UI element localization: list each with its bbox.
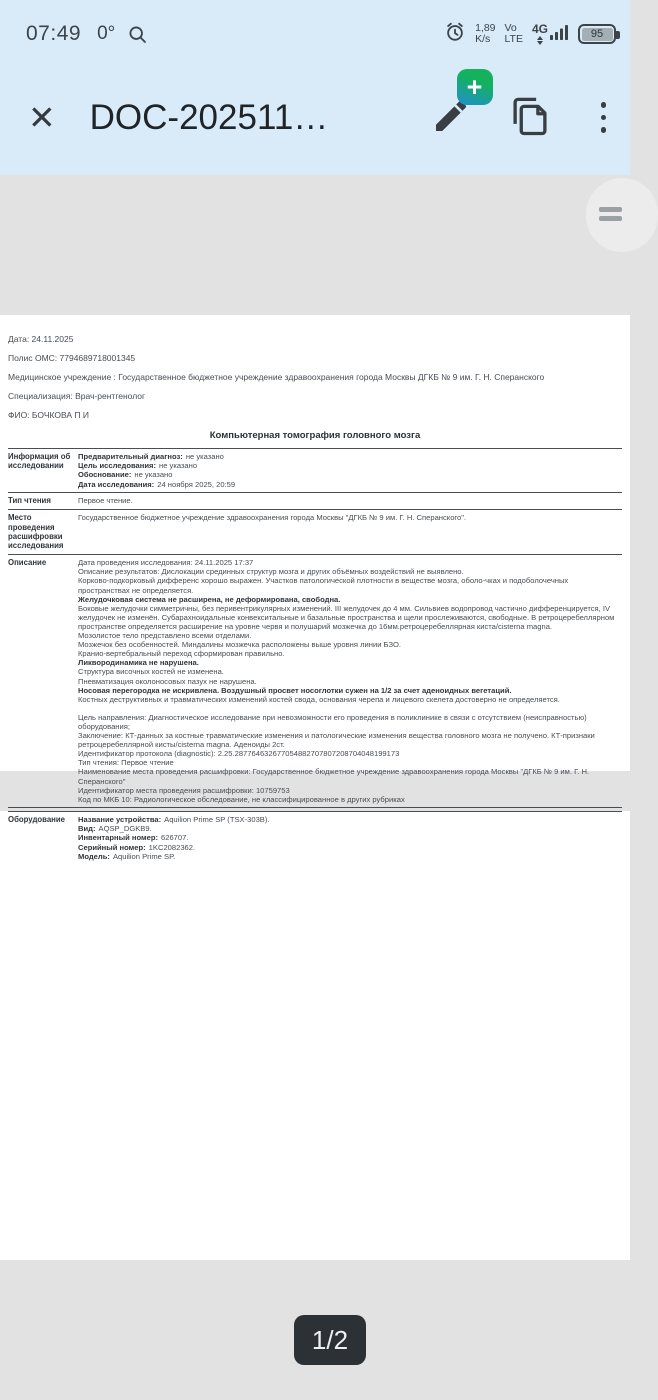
document-title: DOC-202511…	[89, 97, 329, 137]
signal-bars-icon	[550, 23, 569, 45]
table-row	[8, 812, 622, 865]
row-content: Государственное бюджетное учреждение здравоохранения города Москвы "ДГКБ № 9 им. Г. Н. Сперанского".	[78, 513, 467, 523]
field-line	[78, 843, 622, 852]
description-lines	[78, 558, 622, 804]
document-meta	[8, 335, 622, 421]
scroll-handle[interactable]	[586, 178, 658, 252]
field-label: Цель исследования:	[78, 461, 156, 471]
field-label: Предварительный диагноз:	[78, 452, 183, 461]
volte-line1: Vo	[504, 22, 517, 34]
table-row	[8, 493, 622, 510]
field-value: 24 ноября 2025, 20:59	[157, 479, 236, 489]
description-line: Дата проведения исследования: 24.11.2025 17:37	[78, 558, 254, 568]
field-label: Дата исследования:	[78, 479, 155, 489]
field-line	[78, 480, 622, 489]
field-value: не указано	[159, 461, 198, 471]
alarm-icon	[444, 21, 466, 48]
network-speed	[475, 23, 495, 45]
field-value: Aquilion Prime SP (TSX-303B).	[164, 815, 270, 824]
copy-icon	[509, 95, 551, 140]
description-line: Желудочковая система не расширена, не деформирована, свободна.	[78, 594, 341, 604]
description-line: Пневматизация околоносовых пазух не нарушена.	[78, 676, 257, 686]
description-line: Код по МКБ 10: Радиологическое обследование, не классифицированное в других рубриках	[78, 794, 405, 804]
description-line: Мозжечок без особенностей. Миндалины мозжечка расположены выше уровня линии БЗО.	[78, 640, 401, 650]
description-line: Корково-подкорковый дифференс хорошо выражен. Участков патологической плотности в веществе мозга, оболо-чках и подоболочечных пространствах не определяется.	[78, 576, 569, 595]
network-type: 4G	[531, 22, 548, 36]
description-line: Идентификатор протокола (diagnostic): 2.25.287764632677054882707807208704048199173	[78, 749, 400, 759]
description-line: Тип чтения: Первое чтение	[78, 758, 174, 768]
description-line: Описание результатов: Дислокации срединных структур мозга и других объёмных воздействий не выявлено.	[78, 567, 464, 577]
table-row	[8, 555, 622, 808]
temperature: 0°	[97, 23, 116, 44]
field-line	[78, 815, 622, 824]
clock: 07:49	[26, 22, 82, 45]
report-title: Компьютерная томография головного мозга	[209, 430, 421, 441]
network-speed-unit: K/s	[475, 33, 491, 45]
equipment-table	[8, 811, 622, 864]
field-label: Вид:	[78, 824, 96, 834]
description-line: Идентификатор места проведения расшифровки: 10759753	[78, 785, 290, 795]
page-indicator: 1/2	[294, 1315, 366, 1365]
field-label: Название устройства:	[78, 815, 162, 824]
status-bar	[0, 0, 630, 60]
info-pairs	[78, 452, 622, 489]
description-line	[78, 704, 622, 713]
description-line: Костных деструктивных и травматических изменений костей свода, основания черепа и лицевого скелета достоверно не определяется.	[78, 694, 560, 704]
field-label: Обоснование:	[78, 470, 132, 480]
field-value: Aquilion Prime SP.	[112, 851, 176, 861]
row-label: Информация об исследовании	[8, 452, 71, 471]
row-label: Оборудование	[8, 815, 66, 824]
document-page-2[interactable]	[0, 811, 630, 1260]
row-content	[78, 812, 622, 865]
row-label: Тип чтения	[8, 496, 51, 506]
close-button[interactable]	[28, 98, 56, 137]
doc-meta-line: Специализация: Врач-рентгенолог	[8, 391, 146, 401]
description-line: Цель направления: Диагностическое исследование при невозможности его проведения в поликлинике в связи с отсутствием (неисправностью) оборудования;	[78, 712, 587, 731]
field-line	[78, 452, 622, 461]
equipment-pairs	[78, 815, 622, 861]
copy-button[interactable]	[509, 95, 551, 140]
network-speed-value: 1,89	[475, 22, 496, 34]
field-label: Серийный номер:	[78, 842, 146, 852]
search-icon	[127, 24, 148, 45]
table-row	[8, 449, 622, 493]
volte-line2: LTE	[504, 33, 523, 45]
row-content	[78, 555, 622, 808]
row-label: Описание	[8, 558, 47, 568]
doc-meta-line: ФИО: БОЧКОВА П И	[8, 410, 89, 420]
battery-icon	[578, 24, 616, 44]
doc-meta-line: Медицинское учреждение : Государственное бюджетное учреждение здравоохранения города Москвы ДГКБ № 9 им. Г. Н. Сперанского	[8, 372, 545, 382]
app-header	[0, 60, 630, 175]
description-line: Структура височных костей не изменена.	[78, 667, 224, 677]
table-row	[8, 510, 622, 555]
field-value: не указано	[134, 470, 173, 480]
description-line: Заключение: КТ-данных за костные травматические изменения и патологические изменения вещества головного мозга не получено. КТ-признаки ретроцеребеллярной кисты/cisterna magna. Аденоиды 2ст.	[78, 731, 595, 750]
field-line	[78, 852, 622, 861]
data-arrows-icon	[537, 36, 543, 45]
description-line: Кранио-вертебральный переход сформирован правильно.	[78, 649, 285, 659]
cellular-indicator	[532, 23, 569, 45]
volte-indicator	[505, 23, 523, 45]
more-options-button[interactable]	[601, 102, 607, 133]
field-value: 1KC2082362.	[148, 842, 196, 852]
field-label: Инвентарный номер:	[78, 833, 158, 843]
description-line: Мозолистое тело представлено всеми отделами.	[78, 631, 252, 641]
edit-button[interactable]	[431, 71, 483, 139]
field-value: AQSP_DGKB9.	[98, 824, 152, 834]
description-line: Ликвородинамика не нарушена.	[78, 658, 199, 668]
battery-percent: 95	[590, 28, 604, 40]
report-table	[8, 448, 622, 808]
close-icon: ✕	[28, 98, 56, 137]
doc-meta-line: Дата: 24.11.2025	[8, 334, 74, 344]
row-content	[78, 449, 622, 493]
description-line: Носовая перегородка не искривлена. Воздушный просвет носоглотки сужен на 1/2 за счет аденоидных вегетаций.	[78, 685, 512, 695]
field-line	[78, 470, 622, 479]
row-content: Первое чтение.	[78, 496, 133, 506]
kebab-menu-icon	[601, 102, 607, 133]
field-line	[78, 833, 622, 842]
description-line: Наименование места проведения расшифровки: Государственное бюджетное учреждение здравоохранения города Москвы "ДГКБ № 9 им. Г. Н. Сперанского"	[78, 767, 590, 786]
field-value: 626707.	[161, 833, 189, 843]
description-line: Боковые желудочки симметричны, без перивентрикулярных изменений. III желудочек до 4 мм. Сильвиев водопровод частично дифференцируется, IV желудочек не изменён. Субарахноидальные конвекситальные и базальные пространства и щели прослеживаются, свободные. В ретроцеребеллярном пространстве определяется расширение на уровне червя и полушарий мозжечка до 16мм.ретроцеребеллярная киста/cisterna magna.	[78, 603, 615, 631]
plus-icon: +	[466, 71, 483, 102]
field-label: Модель:	[78, 851, 110, 861]
add-badge[interactable]	[457, 69, 493, 105]
field-line	[78, 824, 622, 833]
row-label: Место проведения расшифровки исследования	[8, 513, 64, 551]
doc-meta-line: Полис ОМС: 7794689718001345	[8, 353, 136, 363]
field-value: не указано	[185, 452, 224, 461]
field-line	[78, 461, 622, 470]
document-page-1[interactable]	[0, 315, 630, 804]
